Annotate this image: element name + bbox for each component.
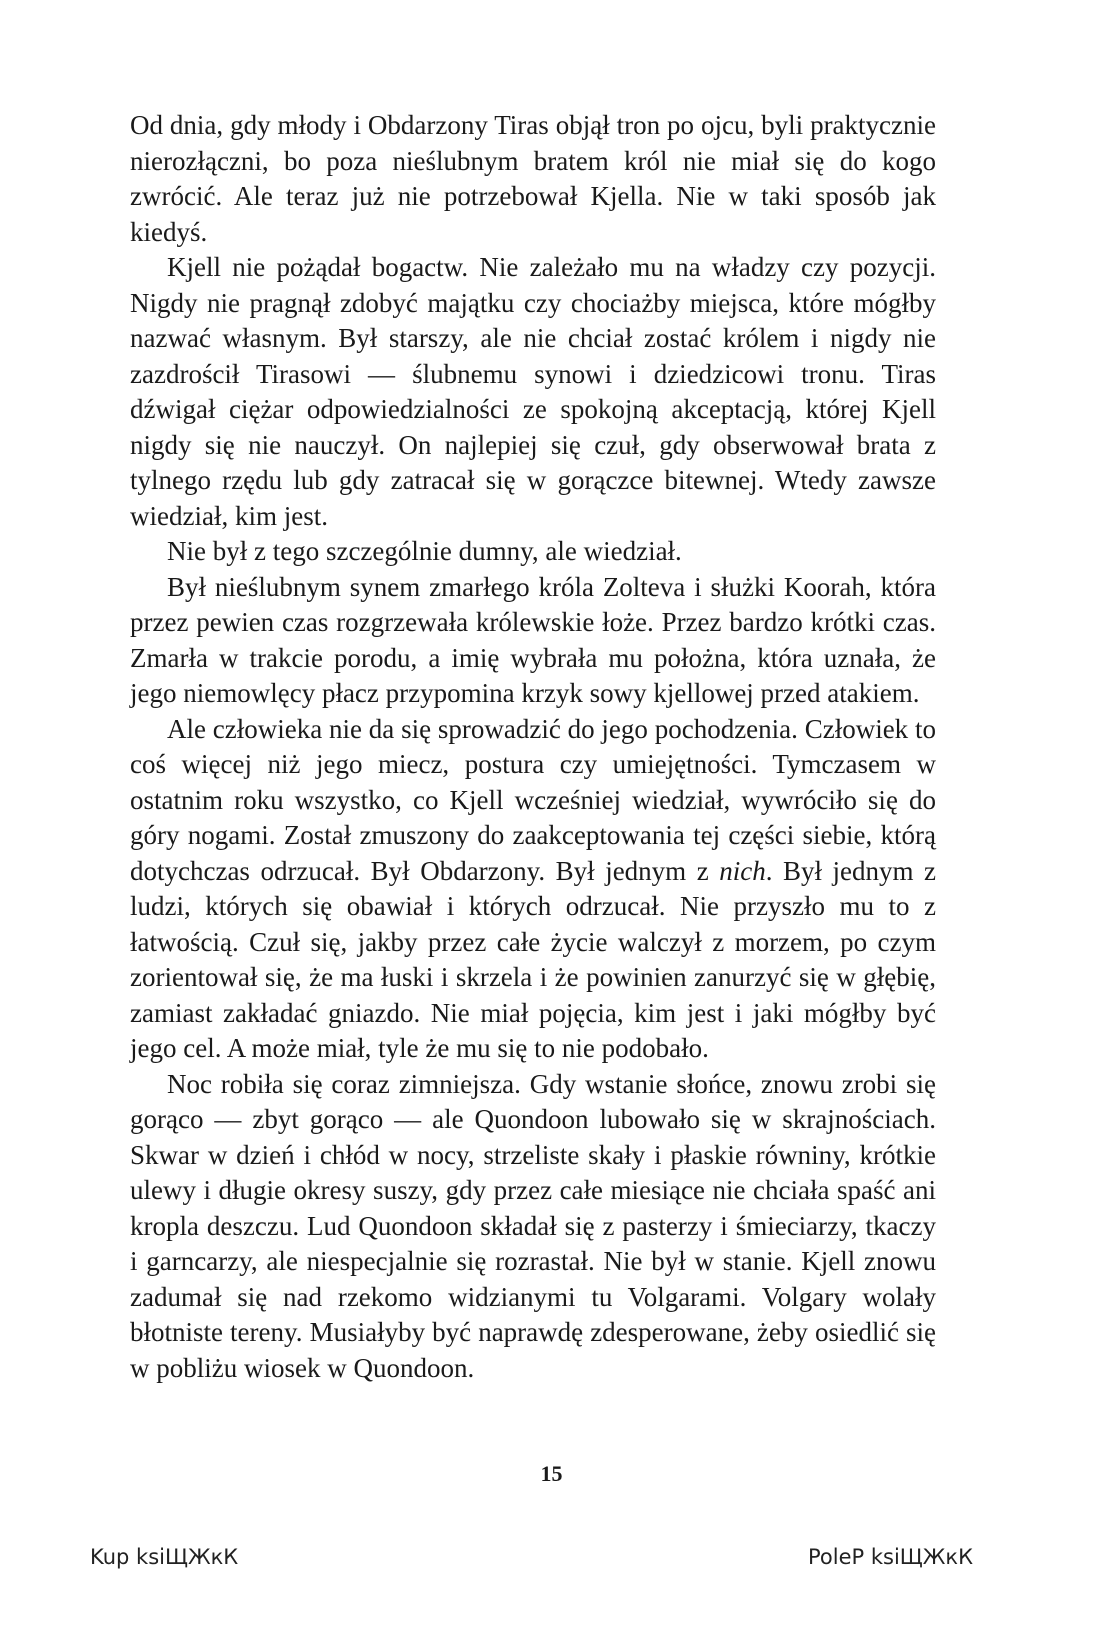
paragraph-text: Noc robiła się coraz zimniejsza. Gdy wstanie słońce, znowu zrobi się gorąco — zbyt gorąco — ale Quondoon lubowało się w skrajnościach. Skwar w dzień i chłód w nocy, strzeliste skały i płaskie równiny, krótkie ulewy i długie okresy suszy, gdy przez całe miesiące nie chciała spaść ani kropla deszczu. Lud Quondoon składał się z pasterzy i śmieciarzy, tkaczy i garncarzy, ale niespecjalnie się rozrastał. Nie był w stanie. Kjell znowu zadumał się nad rzekomo widzianymi tu Volgarami. Volgary wolały błotniste tereny. Musiałyby być naprawdę zdesperowane, żeby osiedlić się w pobliżu wiosek w Quondoon. (130, 1068, 936, 1383)
paragraph-3 (130, 534, 936, 570)
paragraph-text: Ale człowieka nie da się sprowadzić do jego pochodzenia. Człowiek to coś więcej niż jego miecz, postura czy umiejętności. Tymczasem w ostatnim roku wszystko, co Kjell wcześniej wiedział, wywróciło się do góry nogami. Został zmuszony do zaakceptowania tej części siebie, którą dotychczas odrzucał. Był Obdarzony. Był jednym z (130, 713, 936, 886)
italic-word: nich (719, 855, 766, 886)
paragraph-text: Kjell nie pożądał bogactw. Nie zależało mu na władzy czy pozycji. Nigdy nie pragnął zdobyć majątku czy chociażby miejsca, które mógłby nazwać własnym. Był starszy, ale nie chciał zostać królem i nigdy nie zazdrościł Tirasowi — ślubnemu synowi i dziedzicowi tronu. Tiras dźwigał ciężar odpowiedzialności ze spokojną akceptacją, której Kjell nigdy się nie nauczył. On najlepiej się czuł, gdy obserwował brata z tylnego rzędu lub gdy zatracał się w gorączce bitewnej. Wtedy zawsze wiedział, kim jest. (130, 252, 936, 531)
paragraph-text: Nie był z tego szczególnie dumny, ale wiedział. (167, 536, 682, 566)
buy-book-link[interactable]: Kup ksiЩЖкК (90, 1545, 239, 1569)
page-number: 15 (540, 1461, 563, 1486)
paragraph-text: Był nieślubnym synem zmarłego króla Zolteva i służki Koorah, która przez pewien czas rozgrzewała królewskie łoże. Przez bardzo krótki czas. Zmarła w trakcie porodu, a imię wybrała mu położna, która uznała, że jego niemowlęcy płacz przypomina krzyk sowy kjellowej przed atakiem. (130, 571, 936, 708)
paragraph-text-cont: . Był jednym z ludzi, których się obawiał i których odrzucał. Nie przyszło mu to z łatwością. Czuł się, jakby przez całe życie walczył z morzem, po czym zorientował się, że ma łuski i skrzela i że powinien zanurzyć się w głębię, zamiast zakładać gniazdo. Nie miał pojęcia, kim jest i jaki mógłby być jego cel. A może miał, tyle że mu się to nie podobało. (130, 855, 937, 1063)
paragraph-6 (130, 1067, 936, 1387)
paragraph-1 (130, 108, 936, 250)
recommend-book-link[interactable]: PoleР ksiЩЖкК (808, 1545, 973, 1569)
page-body (130, 108, 936, 1386)
paragraph-text: Od dnia, gdy młody i Obdarzony Tiras objął tron po ojcu, byli praktycznie nierozłączni, bo poza nieślubnym bratem król nie miał się do kogo zwrócić. Ale teraz już nie potrzebował Kjella. Nie w taki sposób jak kiedyś. (130, 110, 936, 247)
paragraph-2 (130, 250, 936, 534)
paragraph-5 (130, 712, 936, 1067)
paragraph-4 (130, 570, 936, 712)
